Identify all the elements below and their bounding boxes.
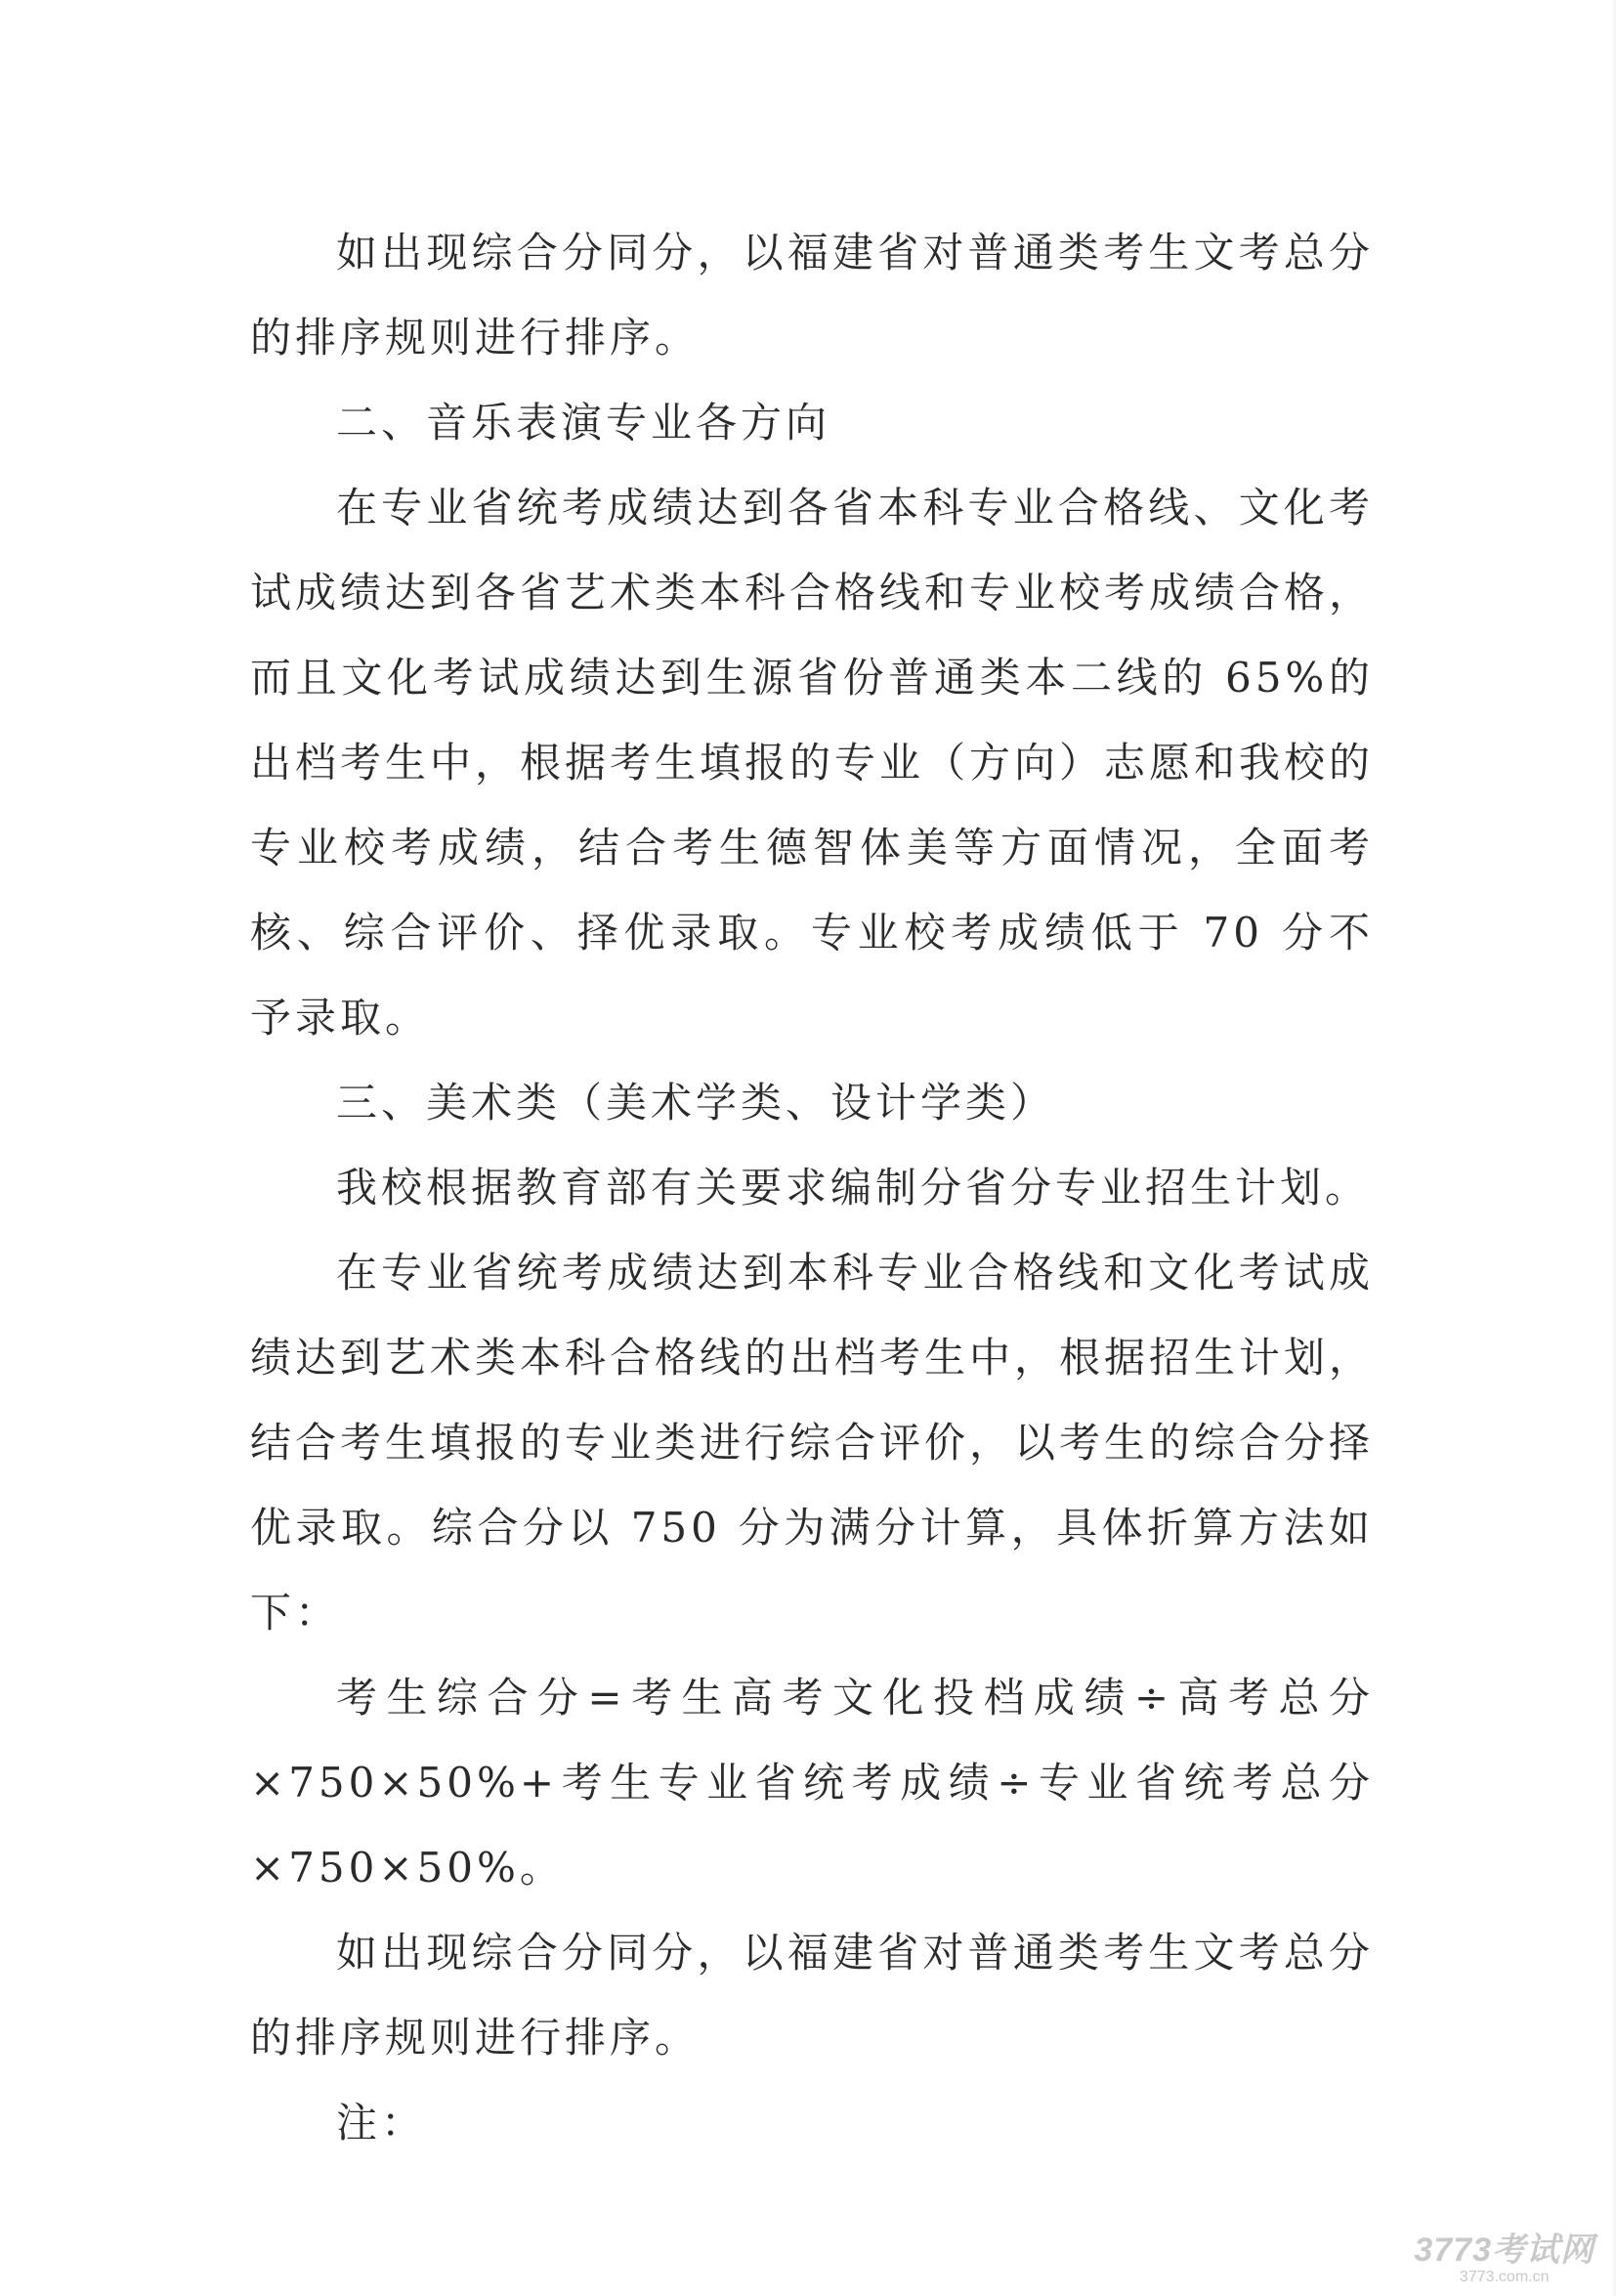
paragraph-music-admission: 在专业省统考成绩达到各省本科专业合格线、文化考试成绩达到各省艺术类本科合格线和专业校考成绩合格，而且文化考试成绩达到生源省份普通类本二线的 65%的出档考生中，根据考生填报的专业（方向）志愿和我校的专业校考成绩，结合考生德智体美等方面情况，全面考核、综合评价、择优录取。专业校考成绩低于 70 分不予录取。: [250, 484, 1375, 1042]
paragraph-tie-rule-2: 如出现综合分同分，以福建省对普通类考生文考总分的排序规则进行排序。: [250, 1929, 1374, 2062]
section-heading-music-performance: 二、音乐表演专业各方向: [336, 399, 831, 446]
paragraph-note: 注：: [336, 2099, 427, 2147]
watermark-url: 3773.com.cn: [1459, 2269, 1550, 2285]
paragraph-arts-admission: 在专业省统考成绩达到本科专业合格线和文化考试成绩达到艺术类本科合格线的出档考生中，根据招生计划，结合考生填报的专业类进行综合评价，以考生的综合分择优录取。综合分以 750 分为满分计算，具体折算方法如下：: [250, 1249, 1375, 1637]
watermark-brand: 3773考试网: [1414, 2232, 1595, 2269]
paragraph-tie-rule: 如出现综合分同分，以福建省对普通类考生文考总分的排序规则进行排序。: [250, 229, 1374, 361]
scan-edge-shadow: [1610, 0, 1616, 2296]
paragraph-score-formula: 考生综合分=考生高考文化投档成绩÷高考总分×750×50%+考生专业省统考成绩÷专业省统考总分×750×50%。: [250, 1674, 1374, 1892]
section-heading-fine-arts: 三、美术类（美术学类、设计学类）: [336, 1079, 1056, 1127]
document-body: [250, 210, 1374, 2165]
paragraph-enrollment-plan: 我校根据教育部有关要求编制分省分专业招生计划。: [336, 1164, 1371, 1212]
site-watermark: [1414, 2232, 1595, 2286]
